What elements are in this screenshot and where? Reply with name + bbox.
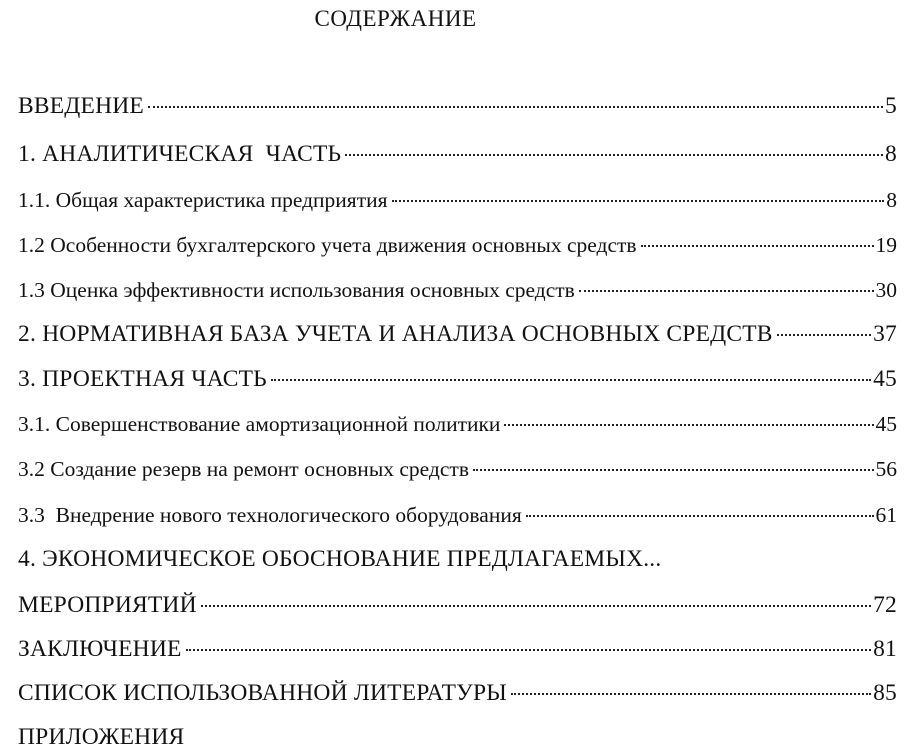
dot-leader [777,334,871,336]
dot-leader [504,424,873,426]
toc-entry-text: СПИСОК ИСПОЛЬЗОВАННОЙ ЛИТЕРАТУРЫ [18,680,507,706]
toc-entry-text: 1. АНАЛИТИЧЕСКАЯ ЧАСТЬ [18,141,342,167]
toc-entry-appendices [18,724,897,751]
toc-page-number: 30 [875,278,897,302]
toc-entry-text: 4. ЭКОНОМИЧЕСКОЕ ОБОСНОВАНИЕ ПРЕДЛАГАЕМЫХ... [18,546,662,572]
toc-entry-text: ВВЕДЕНИЕ [18,93,144,119]
toc-page-number: 45 [875,412,897,436]
toc-entry-section-1-3 [18,278,897,303]
toc-entry-bibliography [18,680,897,707]
toc-page-number: 8 [886,188,897,212]
dot-leader [186,649,872,651]
toc-entry-text: 1.2 Особенности бухгалтерского учета движения основных средств [18,233,637,257]
toc-entry-section-1-2 [18,233,897,258]
toc-page-number: 19 [875,233,897,257]
toc-entry-text: 3.1. Совершенствование амортизационной политики [18,412,501,436]
toc-entry-text: ЗАКЛЮЧЕНИЕ [18,636,182,662]
toc-entry-chapter-4-continued [18,592,897,619]
dot-leader [526,515,874,517]
dot-leader [271,379,871,381]
toc-entry-text: 3. ПРОЕКТНАЯ ЧАСТЬ [18,366,267,392]
dot-leader [511,693,871,695]
toc-page-number: 45 [873,366,897,392]
toc-entry-section-3-3 [18,503,897,528]
toc-page-number: 56 [875,457,897,481]
toc-entry-section-3-1 [18,412,897,437]
dot-leader [148,106,883,108]
toc-entry-chapter-3 [18,366,897,393]
toc-entry-chapter-2 [18,321,897,348]
toc-entry-section-3-2 [18,457,897,482]
dot-leader [345,154,883,156]
toc-entry-chapter-4 [18,546,897,573]
toc-entry-introduction [18,93,897,120]
toc-entry-text: 1.1. Общая характеристика предприятия [18,188,388,212]
toc-page-number: 72 [873,592,897,618]
toc-entry-conclusion [18,636,897,663]
dot-leader [641,245,874,247]
dot-leader [392,200,885,202]
toc-entry-text: 3.2 Создание резерв на ремонт основных средств [18,457,469,481]
toc-page-number: 61 [875,503,897,527]
toc-page-number: 81 [873,636,897,662]
toc-entry-text: 2. НОРМАТИВНАЯ БАЗА УЧЕТА И АНАЛИЗА ОСНОВНЫХ СРЕДСТВ [18,321,773,347]
dot-leader [201,605,871,607]
toc-page-number: 85 [873,680,897,706]
dot-leader [473,469,874,471]
toc-entry-text: ПРИЛОЖЕНИЯ [18,724,185,750]
page-title: СОДЕРЖАНИЕ [314,6,477,31]
toc-entry-text: МЕРОПРИЯТИЙ [18,592,197,618]
toc-page-number: 8 [885,141,897,167]
dot-leader [579,290,874,292]
toc-entry-chapter-1 [18,141,897,168]
toc-entry-text: 1.3 Оценка эффективности использования основных средств [18,278,575,302]
toc-page-number: 5 [885,93,897,119]
toc-page-number: 37 [873,321,897,347]
toc-entry-text: 3.3 Внедрение нового технологического оборудования [18,503,522,527]
toc-entry-section-1-1 [18,188,897,213]
